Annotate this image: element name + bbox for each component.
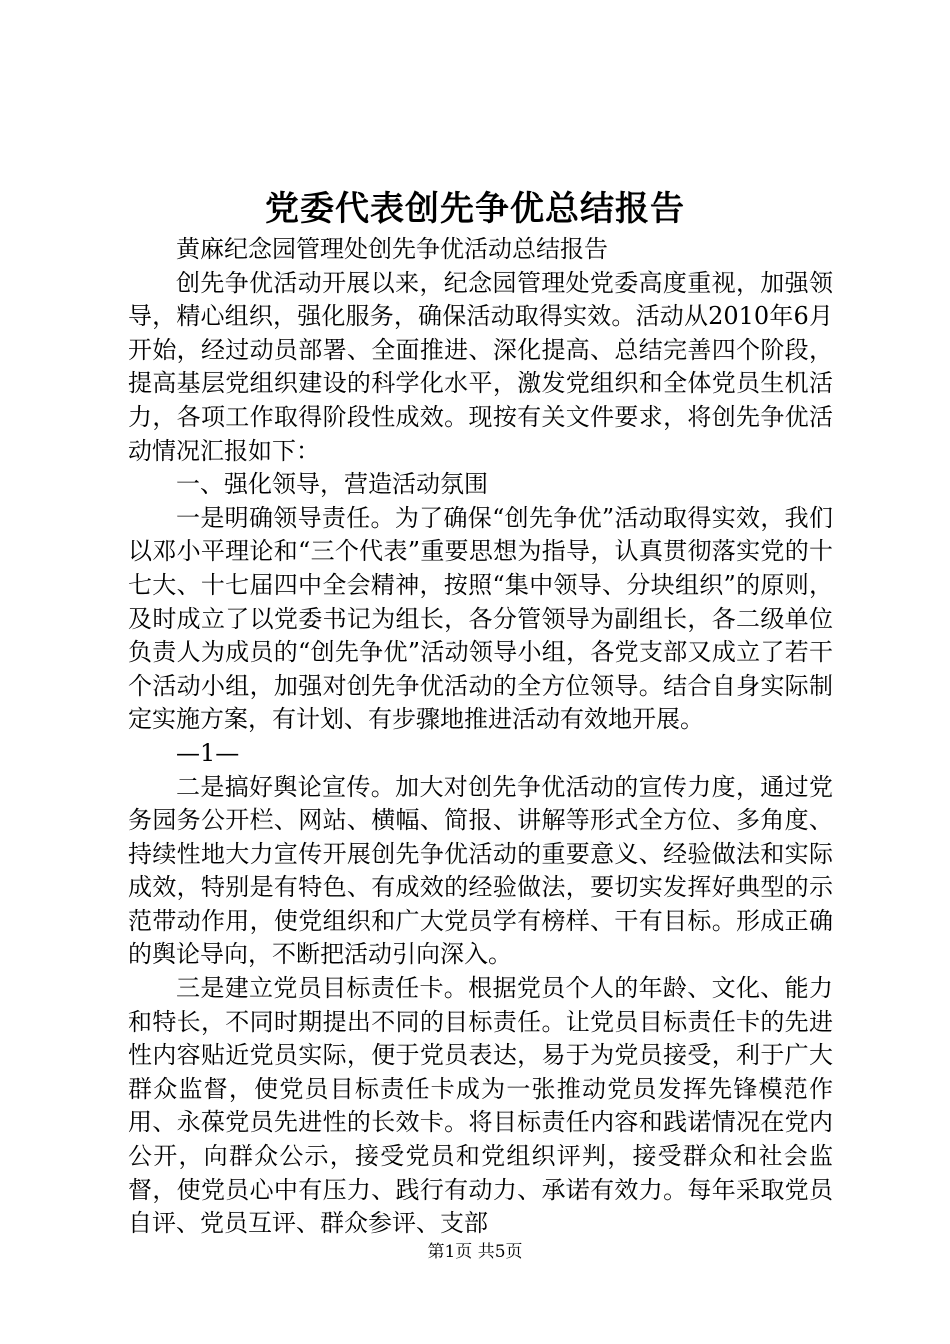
document-body — [128, 233, 833, 1241]
intro-paragraph: 创先争优活动开展以来，纪念园管理处党委高度重视，加强领导，精心组织，强化服务，确保活动取得实效。活动从2010年6月开始，经过动员部署、全面推进、深化提高、总结完善四个阶段，提高基层党组织建设的科学化水平，激发党组织和全体党员生机活力，各项工作取得阶段性成效。现按有关文件要求，将创先争优活动情况汇报如下： — [128, 268, 833, 465]
body-paragraph: 一是明确领导责任。为了确保“创先争优”活动取得实效，我们以邓小平理论和“三个代表”重要思想为指导，认真贯彻落实党的十七大、十七届四中全会精神，按照“集中领导、分块组织”的原则，及时成立了以党委书记为组长，各分管领导为副组长，各二级单位负责人为成员的“创先争优”活动领导小组，各党支部又成立了若干个活动小组，加强对创先争优活动的全方位领导。结合自身实际制定实施方案，有计划、有步骤地推进活动有效地开展。 — [128, 503, 833, 734]
section-heading: 一、强化领导，营造活动氛围 — [176, 470, 488, 499]
page-footer: 第1页 共5页 — [427, 1242, 523, 1262]
page-marker: —1— — [176, 738, 240, 767]
body-paragraph: 三是建立党员目标责任卡。根据党员个人的年龄、文化、能力和特长，不同时期提出不同的目标责任。让党员目标责任卡的先进性内容贴近党员实际，便于党员表达，易于为党员接受，利于广大群众监督，使党员目标责任卡成为一张推动党员发挥先锋模范作用、永葆党员先进性的长效卡。将目标责任内容和践诺情况在党内公开，向群众公示，接受党员和党组织评判，接受群众和社会监督，使党员心中有压力、践行有动力、承诺有效力。每年采取党员自评、党员互评、群众参评、支部 — [128, 974, 833, 1238]
document-title: 党委代表创先争优总结报告 — [265, 189, 685, 229]
body-paragraph: 二是搞好舆论宣传。加大对创先争优活动的宣传力度，通过党务园务公开栏、网站、横幅、简报、讲解等形式全方位、多角度、持续性地大力宣传开展创先争优活动的重要意义、经验做法和实际成效，特别是有特色、有成效的经验做法，要切实发挥好典型的示范带动作用，使党组织和广大党员学有榜样、干有目标。形成正确的舆论导向，不断把活动引向深入。 — [128, 772, 833, 969]
subtitle-paragraph: 黄麻纪念园管理处创先争优活动总结报告 — [176, 235, 608, 263]
